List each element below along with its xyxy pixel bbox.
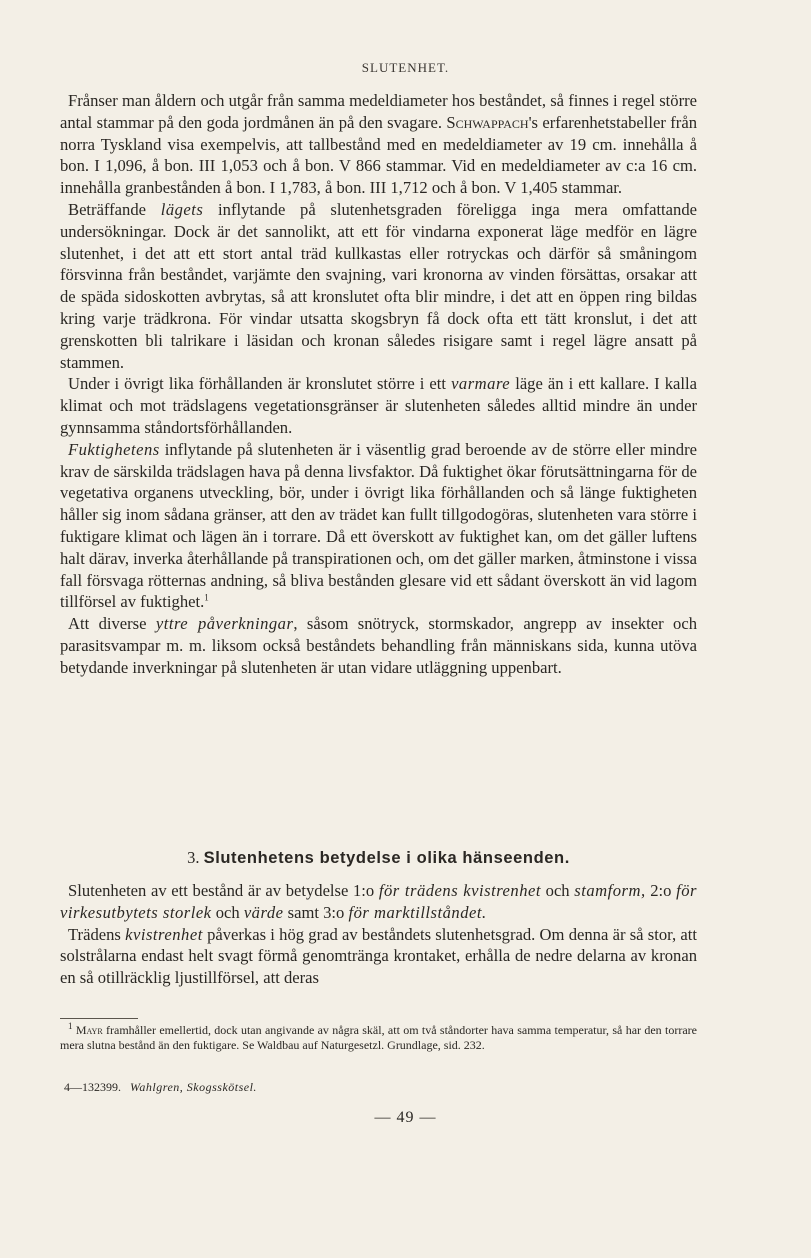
footnote: $^1$ Mayr framhåller emellertid, dock utan angivande av några skäl, att om två ståndorter hava samma temperatur, så har den torrare mera slutna bestånd än den fuktigare. Se Waldbau auf Naturgesetzl. Grundlage, sid. 232. [60, 1021, 697, 1053]
footnote-number: 1 [68, 1021, 73, 1031]
signature-author: Wahlgren, Skogsskötsel. [130, 1080, 257, 1094]
footnote-author: Mayr [75, 1023, 103, 1037]
paragraph-site-exposure: Beträffande lägets inflytande på slutenhetsgraden föreligga inga mera omfattande undersökningar. Dock är det sannolikt, att ett för vindarna exponerat läge medför en lägre slutenhet, i det att ett stort antal träd kullkastas eller rotryckas och därför så småningom försvinna från beståndet, varjämte den svajning, vari kronorna av vinden försättas, orsakar att de späda sidoskotten avbrytas, så att kronslutet ofta blir mindre, i det att en öppen ring bildas kring varje trädkrona. För vindar utsatta skogsbryn få dock ofta ett tätt kronslut, i det att grenskotten bli talrikare i läsidan och kronan således risigare samt i regel lägre ansatt på stammen. [60, 199, 697, 372]
main-text [60, 90, 697, 679]
paragraph-stem-counts: Frånser man åldern och utgår från samma medeldiameter hos beståndet, så finnes i regel större antal stammar på den goda jordmånen än på den svagare. Schwappach's erfarenhetstabeller från norra Tyskland visa exempelvis, att tallbestånd med en medeldiameter av 19 cm. innehålla å bon. I 1,096, å bon. III 1,053 och å bon. V 866 stammar. Vid en medeldiameter av c:a 16 cm. innehålla granbestånden å bon. I 1,783, å bon. III 1,712 och å bon. V 1,405 stammar. [60, 91, 697, 198]
page-number: — 49 — [374, 1109, 437, 1126]
section-heading [60, 848, 697, 868]
signature-number: 4—132399. [64, 1080, 121, 1094]
paragraph-moisture: Fuktighetens inflytande på slutenheten är i väsentlig grad beroende av de större eller mindre krav de särskilda trädslagen hava på denna livsfaktor. Då fuktighet ökar förutsättningarna för de vegetativa organens utveckling, bör, under i övrigt lika förhållanden och så länge fuktigheten håller sig inom sådana gränser, att den av trädet kan fullt tillgodogöras, slutenheten vara större i fuktigare klimat och lägen än i torrare. Då ett överskott av fuktighet kan, om det gäller luftens halt därav, inverka återhållande på transpirationen och, om det gäller marken, åtminstone i vissa fall försvaga rötternas andning, så bliva bestånden glesare vid ett sådant överskott än vid lagom tillförsel av fuktighet.$^1$ [60, 439, 697, 612]
paragraph-significance: Slutenheten av ett bestånd är av betydelse 1:o för trädens kvistrenhet och stamform, 2:o för virkesutbytets storlek och värde samt 3:o för marktillståndet. [60, 881, 697, 922]
footnote-marker: 1 [204, 592, 209, 603]
paragraph-warmth: Under i övrigt lika förhållanden är kronslutet större i ett varmare läge än i ett kallare. I kalla klimat och mot trädslagens vegetationsgränser är slutenheten således alltid mindre än under gynnsamma ståndortsförhållanden. [60, 374, 697, 437]
section-title: Slutenhetens betydelse i olika hänseenden. [203, 849, 570, 867]
section-text [60, 880, 697, 989]
printer-signature [64, 1080, 257, 1095]
emphasis-text: kvistrenhet [125, 924, 203, 944]
running-head: SLUTENHET. [361, 60, 450, 75]
emphasis-text: Fuktighetens [68, 439, 160, 459]
emphasis-text: varmare [451, 374, 511, 394]
author-name: Schwappach [446, 112, 529, 132]
paragraph-knot-freedom: Trädens kvistrenhet påverkas i hög grad av beståndets slutenhetsgrad. Om denna är så stor, att solstrålarna endast helt svagt förmå genomtränga krontaket, erhålla de nedre delarna av kronan en så otillräcklig ljustillförsel, att deras [60, 924, 698, 988]
emphasis-text: lägets [160, 199, 204, 219]
section-number: 3. [187, 848, 200, 867]
emphasis-text: yttre påverkningar [155, 614, 294, 634]
paragraph-external-influences: Att diverse yttre påverkningar, såsom snötryck, stormskador, angrepp av insekter och parasitsvampar m. m. liksom också beståndets behandling från människans sida, kunna utöva betydande inverkningar på slutenheten är utan vidare utläggning uppenbart. [60, 614, 698, 677]
footnote-rule [60, 1018, 138, 1019]
